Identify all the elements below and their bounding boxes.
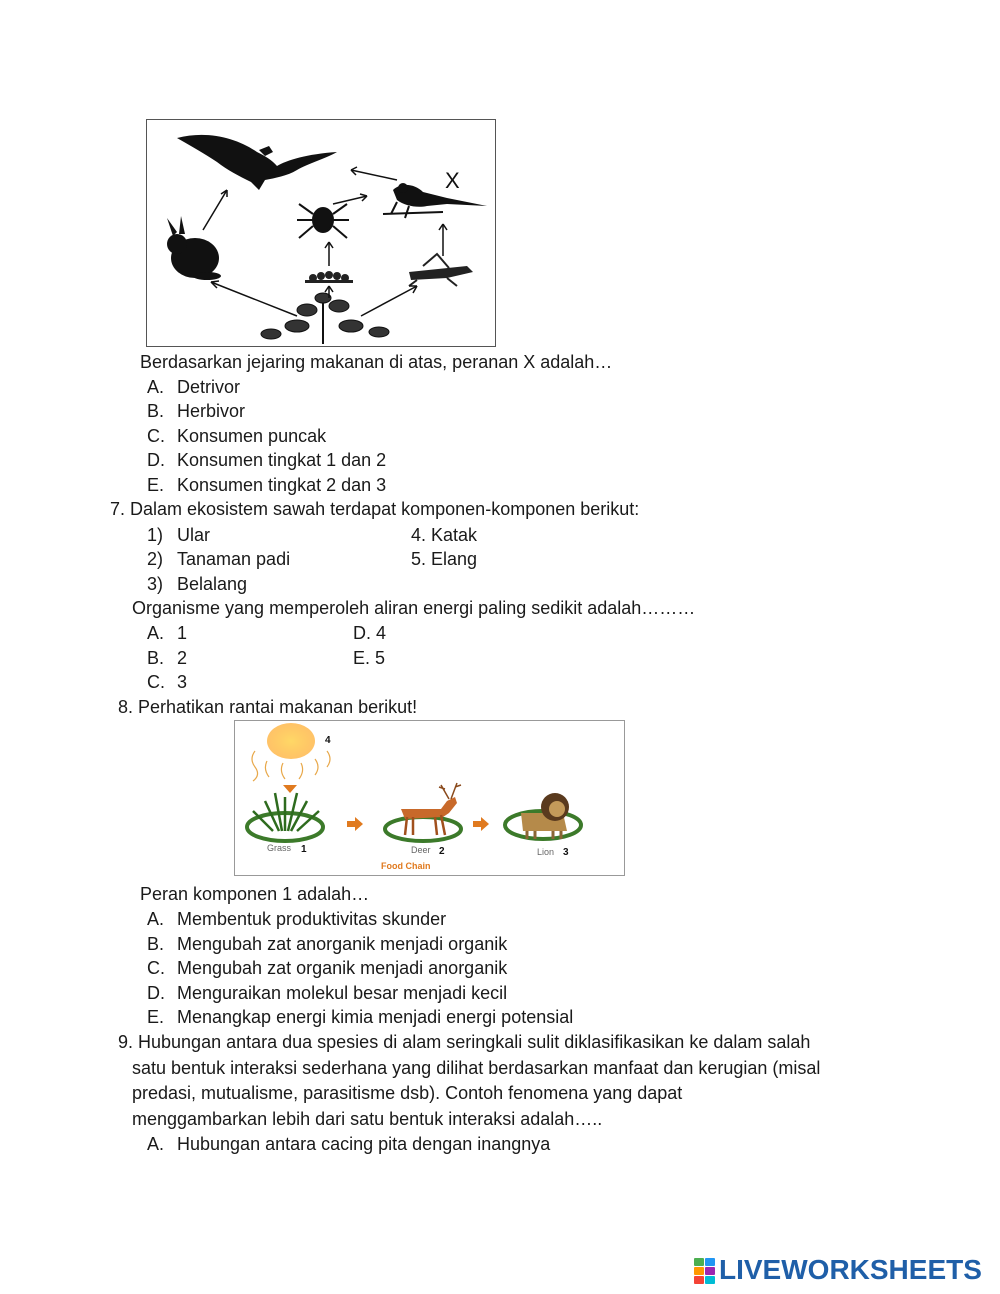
- q7-component-4: [411, 524, 477, 546]
- option-text: Konsumen puncak: [177, 426, 327, 446]
- q6-question: Berdasarkan jejaring makanan di atas, peranan X adalah…: [140, 352, 613, 372]
- option-text: Hubungan antara cacing pita dengan inangnya: [177, 1134, 551, 1154]
- food-chain-drawing: [235, 721, 624, 875]
- component-number: 1): [147, 525, 164, 545]
- q7-option-d[interactable]: [353, 622, 386, 644]
- q9-line-4: menggambarkan lebih dari satu bentuk interaksi adalah…..: [132, 1109, 603, 1129]
- q7-component-1: [147, 524, 210, 546]
- q9-line-3: predasi, mutualisme, parasitisme dsb). Contoh fenomena yang dapat: [132, 1083, 683, 1103]
- q8-question: 8. Perhatikan rantai makanan berikut!: [118, 697, 418, 717]
- option-letter: C.: [147, 958, 165, 978]
- option-letter: B.: [147, 648, 165, 668]
- food-web-drawing: [147, 120, 495, 346]
- option-text: Mengubah zat anorganik menjadi organik: [177, 934, 508, 954]
- component-number: 5.: [411, 549, 427, 569]
- q8-option-b[interactable]: [147, 933, 507, 955]
- q6-option-b[interactable]: [147, 400, 245, 422]
- q8-option-d[interactable]: [147, 982, 507, 1004]
- q8-option-a[interactable]: [147, 908, 446, 930]
- grass-number: 1: [301, 844, 307, 855]
- component-number: 2): [147, 549, 164, 569]
- q7-option-a[interactable]: [147, 622, 187, 644]
- q7-option-b[interactable]: [147, 647, 187, 669]
- option-letter: C.: [147, 672, 165, 692]
- food-chain-caption: Food Chain: [381, 861, 431, 871]
- q7-prompt: Organisme yang memperoleh aliran energi paling sedikit adalah………: [132, 598, 696, 618]
- rabbit-icon: [167, 216, 221, 280]
- lion-icon: [505, 793, 581, 839]
- option-letter: E.: [147, 1007, 165, 1027]
- logo-blocks-icon: [694, 1256, 716, 1284]
- option-letter: D.: [353, 623, 371, 643]
- component-text: Ular: [177, 525, 211, 545]
- lion-label: Lion: [537, 847, 555, 857]
- option-text: Konsumen tingkat 2 dan 3: [177, 475, 387, 495]
- component-text: Belalang: [177, 574, 248, 594]
- option-letter: A.: [147, 623, 165, 643]
- q8-prompt: Peran komponen 1 adalah…: [140, 884, 370, 904]
- component-number: 3): [147, 574, 164, 594]
- option-letter: A.: [147, 909, 165, 929]
- option-text: 2: [177, 648, 188, 668]
- food-chain-figure: [234, 720, 625, 876]
- grasshopper-icon: [409, 254, 473, 286]
- option-text: Konsumen tingkat 1 dan 2: [177, 450, 387, 470]
- lion-number: 3: [563, 847, 569, 858]
- option-text: Menguraikan molekul besar menjadi kecil: [177, 983, 508, 1003]
- option-letter: A.: [147, 1134, 165, 1154]
- grass-label: Grass: [267, 843, 292, 853]
- option-text: Mengubah zat organik menjadi anorganik: [177, 958, 508, 978]
- sun-icon: [252, 723, 330, 781]
- option-letter: D.: [147, 983, 165, 1003]
- q7-option-e[interactable]: [353, 647, 385, 669]
- option-text: 5: [375, 648, 386, 668]
- grass-icon: [247, 793, 323, 841]
- eagle-icon: [177, 135, 337, 190]
- q7-component-5: [411, 548, 477, 570]
- component-text: Katak: [431, 525, 478, 545]
- option-letter: D.: [147, 450, 165, 470]
- component-text: Tanaman padi: [177, 549, 291, 569]
- q6-option-c[interactable]: [147, 425, 326, 447]
- q6-option-e[interactable]: [147, 474, 386, 496]
- option-letter: E.: [147, 475, 165, 495]
- option-letter: C.: [147, 426, 165, 446]
- deer-label: Deer: [411, 845, 431, 855]
- deer-icon: [385, 783, 461, 841]
- q8-option-c[interactable]: [147, 957, 507, 979]
- liveworksheets-logo[interactable]: [694, 1254, 982, 1286]
- food-web-figure: [146, 119, 496, 347]
- plant-icon: [261, 293, 389, 344]
- sun-number: 4: [325, 735, 331, 746]
- chain-arrow-1: [347, 817, 363, 831]
- option-text: Menangkap energi kimia menjadi energi potensial: [177, 1007, 574, 1027]
- option-letter: E.: [353, 648, 371, 668]
- marker-x-label: X: [445, 168, 460, 193]
- component-number: 4.: [411, 525, 427, 545]
- option-letter: A.: [147, 377, 165, 397]
- logo-text: LIVEWORKSHEETS: [719, 1254, 982, 1285]
- component-text: Elang: [431, 549, 478, 569]
- energy-down-arrow: [283, 785, 297, 793]
- q6-option-d[interactable]: [147, 449, 386, 471]
- option-text: 1: [177, 623, 188, 643]
- option-text: Detrivor: [177, 377, 241, 397]
- option-letter: B.: [147, 401, 165, 421]
- spider-icon: [297, 204, 349, 238]
- q9-option-a[interactable]: [147, 1133, 550, 1155]
- q7-question: 7. Dalam ekosistem sawah terdapat komponen-komponen berikut:: [110, 499, 640, 519]
- q8-option-e[interactable]: [147, 1006, 573, 1028]
- caterpillar-icon: [305, 271, 353, 283]
- chain-arrow-2: [473, 817, 489, 831]
- q7-component-2: [147, 548, 290, 570]
- option-text: Herbivor: [177, 401, 246, 421]
- option-letter: B.: [147, 934, 165, 954]
- q7-option-c[interactable]: [147, 671, 187, 693]
- q7-component-3: [147, 573, 247, 595]
- q6-option-a[interactable]: [147, 376, 240, 398]
- option-text: 3: [177, 672, 188, 692]
- option-text: 4: [376, 623, 387, 643]
- q9-line-1: 9. Hubungan antara dua spesies di alam seringkali sulit diklasifikasikan ke dalam salah: [118, 1032, 811, 1052]
- bird-icon: [383, 183, 487, 218]
- option-text: Membentuk produktivitas skunder: [177, 909, 447, 929]
- q9-line-2: satu bentuk interaksi sederhana yang dilihat berdasarkan manfaat dan kerugian (misal: [132, 1058, 821, 1078]
- deer-number: 2: [439, 846, 445, 857]
